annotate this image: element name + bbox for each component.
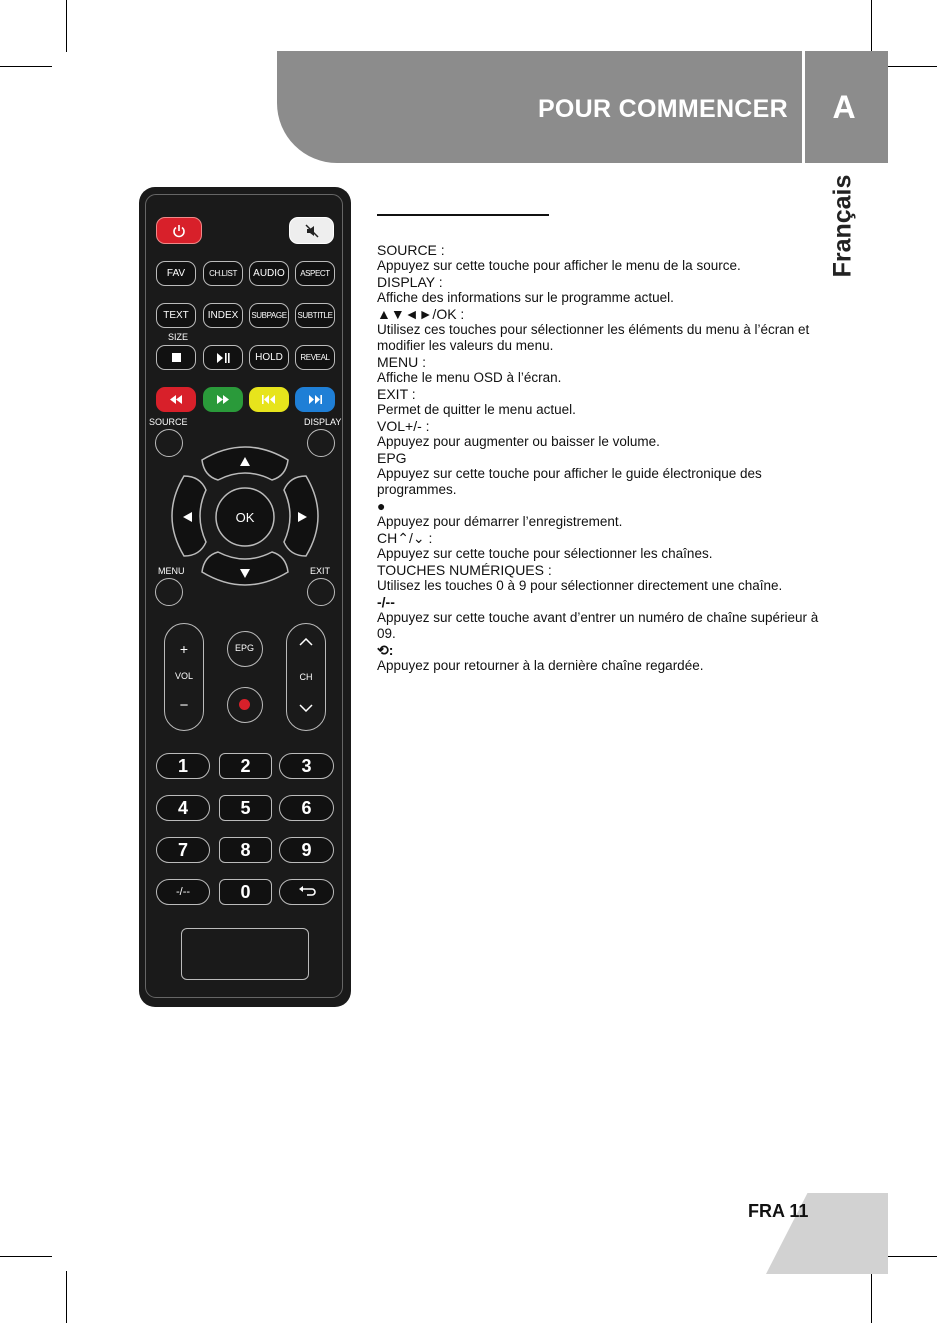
green-forward-button bbox=[203, 387, 243, 412]
instruction-text-volume: Appuyez pour augmenter ou baisser le volume. bbox=[377, 434, 660, 449]
ir-window bbox=[181, 928, 309, 980]
channel-label: CH bbox=[299, 672, 313, 682]
index-button: INDEX bbox=[203, 303, 243, 328]
epg-label: EPG bbox=[235, 643, 255, 653]
instruction-heading-epg: EPG bbox=[377, 450, 407, 466]
text-button: TEXT bbox=[156, 303, 196, 328]
instruction-heading-volume: VOL+/- : bbox=[377, 418, 430, 434]
chlist-button: CH.LIST bbox=[203, 261, 243, 286]
instruction-heading-channel: CH⌃/⌄ : bbox=[377, 530, 433, 546]
instruction-text-recall: Appuyez pour retourner à la dernière chaîne regardée. bbox=[377, 658, 704, 673]
number-1-button: 1 bbox=[156, 753, 210, 779]
volume-label: VOL bbox=[174, 671, 193, 681]
section-letter: A bbox=[832, 89, 856, 125]
reveal-button: REVEAL bbox=[295, 345, 335, 370]
instruction-heading-numeric: TOUCHES NUMÉRIQUES : bbox=[377, 562, 552, 578]
stop-button bbox=[156, 345, 196, 370]
hold-button: HOLD bbox=[249, 345, 289, 370]
dpad-down-key bbox=[202, 552, 288, 585]
crop-mark bbox=[66, 1271, 67, 1323]
chevron-up-icon bbox=[299, 638, 313, 646]
instruction-text-display: Affiche des informations sur le programme actuel. bbox=[377, 290, 674, 305]
size-label: SIZE bbox=[168, 332, 189, 342]
mute-icon bbox=[305, 224, 319, 238]
fast-forward-icon bbox=[216, 395, 230, 404]
instruction-heading-source: SOURCE : bbox=[377, 242, 445, 258]
instruction-text-menu: Affiche le menu OSD à l’écran. bbox=[377, 370, 562, 385]
crop-mark bbox=[885, 1256, 937, 1257]
dpad bbox=[168, 442, 322, 590]
subpage-button: SUBPAGE bbox=[249, 303, 289, 328]
section-tab bbox=[805, 51, 888, 163]
instruction-heading-display: DISPLAY : bbox=[377, 274, 443, 290]
ok-label: OK bbox=[235, 510, 255, 525]
volume-minus-label: − bbox=[179, 697, 189, 714]
instruction-text-record: Appuyez pour démarrer l’enregistrement. bbox=[377, 514, 623, 529]
skip-previous-icon bbox=[262, 395, 276, 404]
section-rule bbox=[377, 214, 549, 216]
record-dot-icon bbox=[239, 699, 250, 710]
recall-icon bbox=[298, 886, 316, 898]
number-8-button: 8 bbox=[219, 837, 272, 863]
play-pause-icon bbox=[216, 353, 230, 363]
number-4-button: 4 bbox=[156, 795, 210, 821]
rewind-icon bbox=[169, 395, 183, 404]
number-3-button: 3 bbox=[279, 753, 334, 779]
instruction-heading-recall: ⟲: bbox=[377, 642, 394, 658]
crop-mark bbox=[871, 1271, 872, 1323]
crop-mark bbox=[66, 0, 67, 52]
recall-button bbox=[279, 879, 334, 905]
page-title: POUR COMMENCER bbox=[537, 95, 788, 123]
volume-plus-label: + bbox=[179, 641, 189, 657]
fav-button: FAV bbox=[156, 261, 196, 286]
instruction-text-exit: Permet de quitter le menu actuel. bbox=[377, 402, 576, 417]
number-7-button: 7 bbox=[156, 837, 210, 863]
instruction-text-epg: Appuyez sur cette touche pour afficher le guide électronique des programmes. bbox=[377, 466, 762, 497]
digit-mode-button: -/-- bbox=[156, 879, 210, 905]
stop-icon bbox=[172, 353, 181, 362]
crop-mark bbox=[871, 0, 872, 52]
crop-mark bbox=[0, 66, 52, 67]
volume-rocker bbox=[164, 623, 204, 731]
remote-control-illustration bbox=[139, 187, 351, 1007]
channel-rocker bbox=[286, 623, 326, 731]
blue-next-button bbox=[295, 387, 335, 412]
number-5-button: 5 bbox=[219, 795, 272, 821]
skip-next-icon bbox=[308, 395, 322, 404]
source-label: SOURCE bbox=[149, 417, 188, 427]
instruction-text-navigation: Utilisez ces touches pour sélectionner les éléments du menu à l’écran et modifier les valeurs du menu. bbox=[377, 322, 810, 353]
aspect-button: ASPECT bbox=[295, 261, 335, 286]
instruction-heading-menu: MENU : bbox=[377, 354, 426, 370]
instruction-text-channel: Appuyez sur cette touche pour sélectionner les chaînes. bbox=[377, 546, 713, 561]
audio-button: AUDIO bbox=[249, 261, 289, 286]
number-9-button: 9 bbox=[279, 837, 334, 863]
number-2-button: 2 bbox=[219, 753, 272, 779]
instruction-text-digit-mode: Appuyez sur cette touche avant d’entrer un numéro de chaîne supérieur à 09. bbox=[377, 610, 819, 641]
instruction-heading-digit-mode: -/-- bbox=[377, 594, 395, 610]
power-icon bbox=[172, 224, 186, 238]
instructions-list bbox=[377, 242, 832, 674]
exit-label: EXIT bbox=[310, 566, 331, 576]
red-rewind-button bbox=[156, 387, 196, 412]
play-pause-button bbox=[203, 345, 243, 370]
instruction-heading-navigation: ▲▼◄►/OK : bbox=[377, 306, 465, 322]
crop-mark bbox=[885, 66, 937, 67]
language-label: Français bbox=[828, 174, 857, 278]
power-button bbox=[156, 217, 202, 244]
mute-button bbox=[289, 217, 334, 244]
subtitle-button: SUBTITLE bbox=[295, 303, 335, 328]
instruction-heading-exit: EXIT : bbox=[377, 386, 416, 402]
number-6-button: 6 bbox=[279, 795, 334, 821]
menu-label: MENU bbox=[158, 566, 185, 576]
number-0-button: 0 bbox=[219, 879, 272, 905]
chevron-down-icon bbox=[299, 704, 313, 712]
instruction-text-numeric: Utilisez les touches 0 à 9 pour sélectionner directement une chaîne. bbox=[377, 578, 783, 593]
header-band bbox=[277, 51, 802, 163]
instruction-text-source: Appuyez sur cette touche pour afficher le menu de la source. bbox=[377, 258, 741, 273]
instruction-heading-record: ● bbox=[377, 498, 386, 514]
page-number: FRA 11 bbox=[748, 1201, 809, 1221]
record-button bbox=[227, 687, 263, 723]
display-label: DISPLAY bbox=[304, 417, 342, 427]
crop-mark bbox=[0, 1256, 52, 1257]
yellow-previous-button bbox=[249, 387, 289, 412]
